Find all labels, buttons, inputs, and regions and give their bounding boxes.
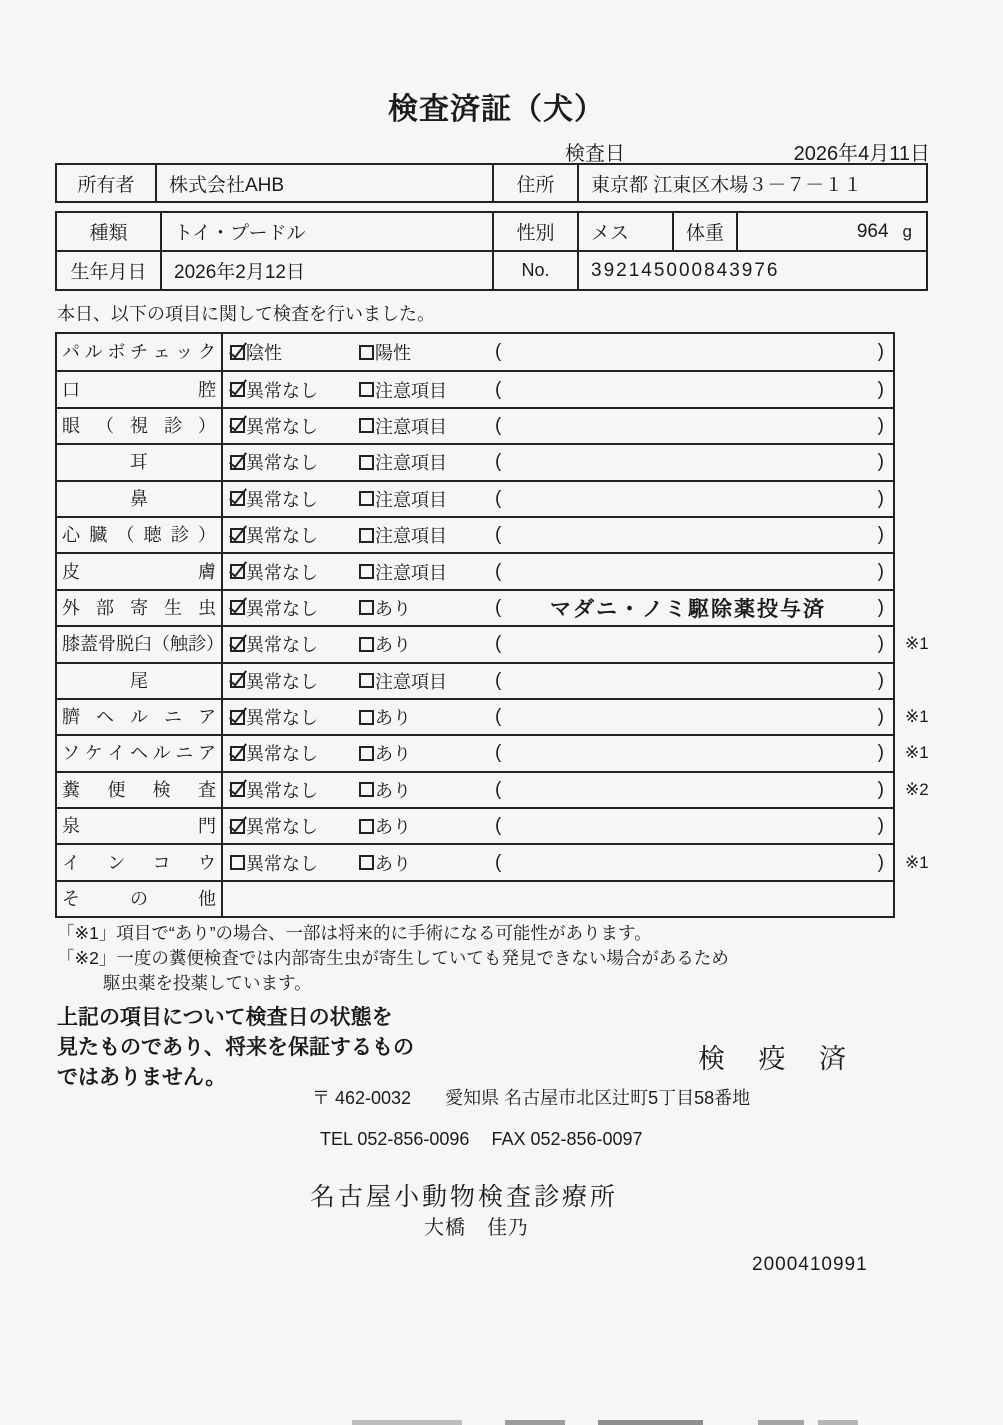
checkbox-empty-icon <box>359 600 374 615</box>
result-option <box>359 559 447 585</box>
checkbox-checked-icon <box>230 710 245 725</box>
option-label: あり <box>375 817 411 838</box>
remark-paren-close: ) <box>877 596 884 618</box>
checkbox-checked-icon <box>230 600 245 615</box>
item-label: 膝 蓋 骨 脱 臼 （ 触 診 ） <box>57 627 223 661</box>
checklist-row <box>57 662 893 698</box>
option-label: 異常なし <box>246 416 318 437</box>
inspection-date-label: 検査日 <box>565 143 625 165</box>
item-result <box>223 518 893 552</box>
remark-paren-open: ( <box>495 341 502 363</box>
checkbox-checked-icon <box>230 782 245 797</box>
footnote-mark: ※1 <box>905 852 929 872</box>
checkbox-empty-icon <box>359 673 374 688</box>
checkbox-empty-icon <box>359 455 374 470</box>
item-label: 糞 便 検 査 <box>57 773 223 807</box>
birth-label: 生年月日 <box>70 262 147 283</box>
checklist-row <box>57 625 929 661</box>
result-option <box>230 704 318 730</box>
serial-number: 2000410991 <box>752 1254 868 1275</box>
option-label: 注意項目 <box>375 489 447 510</box>
option-label: あり <box>375 635 411 656</box>
checklist-row <box>57 771 929 807</box>
option-label: あり <box>375 598 411 619</box>
disclaimer-line-1: 上記の項目について検査日の状態を <box>57 1006 393 1029</box>
owner-label: 所有者 <box>77 174 135 196</box>
remark-paren-close: ) <box>877 851 884 873</box>
checkbox-checked-icon <box>230 564 245 579</box>
item-label: 鼻 <box>57 482 223 516</box>
item-result <box>223 882 893 916</box>
item-label: 尾 <box>57 664 223 698</box>
result-option <box>359 413 447 439</box>
checklist-row <box>57 589 893 625</box>
checkbox-empty-icon <box>359 528 374 543</box>
result-option <box>230 559 318 585</box>
weight-label: 体重 <box>672 213 736 250</box>
option-label: あり <box>375 744 411 765</box>
result-option <box>359 339 411 365</box>
owner-value: 株式会社AHB <box>155 165 492 201</box>
result-option <box>230 850 318 876</box>
footnote-mark: ※2 <box>905 779 929 799</box>
footnote-1: 「※1」項目で“あり”の場合、一部は将来的に手術になる可能性があります。 <box>57 923 652 943</box>
option-label: 異常なし <box>246 489 318 510</box>
remark-paren-open: ( <box>495 487 502 509</box>
result-option <box>230 522 318 548</box>
option-label: 異常なし <box>246 671 318 692</box>
item-result <box>223 409 893 443</box>
checklist-row <box>57 552 893 588</box>
checkbox-empty-icon <box>359 819 374 834</box>
remark-paren-close: ) <box>877 742 884 764</box>
remark-paren-open: ( <box>495 524 502 546</box>
result-option <box>230 449 318 475</box>
option-label: 異常なし <box>246 526 318 547</box>
checklist-row <box>57 880 893 916</box>
remark-paren-open: ( <box>495 596 502 618</box>
result-option <box>359 740 411 766</box>
remark-text: マダニ・ノミ駆除薬投与済 <box>550 597 826 621</box>
option-label: あり <box>375 780 411 801</box>
disclaimer-line-3: ではありません。 <box>57 1066 227 1089</box>
footnote-2-line1: 「※2」一度の糞便検査では内部寄生虫が寄生していても発見できない場合があるため <box>57 948 729 968</box>
kind-value: トイ・プードル <box>160 213 492 250</box>
checklist-row <box>57 698 929 734</box>
option-label: 異常なし <box>246 817 318 838</box>
item-label: イ ン コ ウ <box>57 845 223 879</box>
result-option <box>359 486 447 512</box>
item-label: 臍 ヘ ル ニ ア <box>57 700 223 734</box>
clinic-tel-fax <box>320 1129 643 1150</box>
result-option <box>359 813 411 839</box>
footnote-2-line2: 駆虫薬を投薬しています。 <box>103 973 312 993</box>
footnotes <box>57 921 729 996</box>
result-option <box>230 777 318 803</box>
item-label: ソ ケ イ ヘ ル ニ ア <box>57 736 223 770</box>
item-result <box>223 845 893 879</box>
scan-edge-artifact <box>758 1420 804 1425</box>
remark-paren-open: ( <box>495 414 502 436</box>
result-option <box>359 850 411 876</box>
remark-paren-close: ) <box>877 669 884 691</box>
result-option <box>230 377 318 403</box>
checklist-row <box>57 480 893 516</box>
item-result <box>223 664 893 698</box>
disclaimer-statement <box>57 1003 414 1093</box>
footnote-mark: ※1 <box>905 634 929 654</box>
option-label: 異常なし <box>246 635 318 656</box>
result-option <box>230 668 318 694</box>
option-label: あり <box>375 853 411 874</box>
remark-paren-close: ) <box>877 778 884 800</box>
checkbox-empty-icon <box>359 345 374 360</box>
remark-paren-close: ) <box>877 524 884 546</box>
remark-paren-open: ( <box>495 851 502 873</box>
scan-edge-artifact <box>818 1420 858 1425</box>
disclaimer-line-2: 見たものであり、将来を保証するもの <box>57 1036 414 1059</box>
checkbox-empty-icon <box>359 637 374 652</box>
checklist-row <box>57 407 893 443</box>
remark-paren-close: ) <box>877 378 884 400</box>
checklist-row <box>57 516 893 552</box>
result-option <box>359 449 447 475</box>
checkbox-checked-icon <box>230 455 245 470</box>
result-option <box>359 522 447 548</box>
checkbox-checked-icon <box>230 746 245 761</box>
result-option <box>230 486 318 512</box>
footnote-mark: ※1 <box>905 707 929 727</box>
result-option <box>359 704 411 730</box>
result-option <box>359 631 411 657</box>
item-label: 口 腔 <box>57 372 223 406</box>
scan-edge-artifact <box>598 1420 703 1425</box>
remark-paren-close: ) <box>877 560 884 582</box>
checklist-row <box>57 843 929 879</box>
item-label: 眼 （ 視 診 ） <box>57 409 223 443</box>
item-result <box>223 700 893 734</box>
weight-unit: g <box>902 221 912 241</box>
checklist-row <box>57 443 893 479</box>
checkbox-empty-icon <box>359 418 374 433</box>
item-result <box>223 445 893 479</box>
sex-label: 性別 <box>492 213 577 250</box>
result-option <box>230 339 282 365</box>
no-value: 392145000843976 <box>577 252 926 289</box>
item-label: そ の 他 <box>57 882 223 916</box>
footnote-mark: ※1 <box>905 743 929 763</box>
remark-paren-open: ( <box>495 778 502 800</box>
clinic-address: 愛知県 名古屋市北区辻町5丁目58番地 <box>445 1088 751 1108</box>
checkbox-checked-icon <box>230 345 245 360</box>
item-result <box>223 773 893 807</box>
checkbox-checked-icon <box>230 528 245 543</box>
checkbox-checked-icon <box>230 673 245 688</box>
address-label: 住所 <box>492 165 577 201</box>
result-option <box>230 413 318 439</box>
remark-paren-open: ( <box>495 669 502 691</box>
option-label: 注意項目 <box>375 453 447 474</box>
remark-paren-open: ( <box>495 815 502 837</box>
result-option <box>359 595 411 621</box>
veterinarian-name: 大橋 佳乃 <box>424 1217 529 1239</box>
checklist-row <box>57 370 893 406</box>
remark-paren-close: ) <box>877 487 884 509</box>
result-option <box>359 377 447 403</box>
inspection-date-value: 2026年4月11日 <box>793 143 930 165</box>
clinic-postal-address <box>312 1084 750 1110</box>
option-label: 注意項目 <box>375 671 447 692</box>
result-option <box>230 631 318 657</box>
option-label: 陰性 <box>246 343 282 364</box>
option-label: 異常なし <box>246 562 318 583</box>
checkbox-empty-icon <box>359 564 374 579</box>
page-title: 検査済証（犬） <box>388 93 605 126</box>
remark-paren-open: ( <box>495 742 502 764</box>
remark-paren-close: ) <box>877 633 884 655</box>
item-result <box>223 591 893 625</box>
checkbox-checked-icon <box>230 637 245 652</box>
item-result <box>223 372 893 406</box>
result-option <box>230 595 318 621</box>
item-result <box>223 809 893 843</box>
checkbox-empty-icon <box>359 855 374 870</box>
result-option <box>230 740 318 766</box>
option-label: 異常なし <box>246 453 318 474</box>
option-label: 異常なし <box>246 780 318 801</box>
checkbox-checked-icon <box>230 382 245 397</box>
remark-paren-close: ) <box>877 815 884 837</box>
item-result <box>223 554 893 588</box>
option-label: 陽性 <box>375 343 411 364</box>
kind-label: 種類 <box>89 223 128 244</box>
item-result <box>223 334 893 370</box>
checklist-row <box>57 807 893 843</box>
checkbox-checked-icon <box>230 418 245 433</box>
birth-value: 2026年2月12日 <box>160 252 492 289</box>
weight-value <box>736 213 926 250</box>
item-label: 皮 膚 <box>57 554 223 588</box>
checkbox-empty-icon <box>230 855 245 870</box>
option-label: 異常なし <box>246 598 318 619</box>
option-label: 異常なし <box>246 744 318 765</box>
option-label: 注意項目 <box>375 562 447 583</box>
postal-code: 〒 462-0032 <box>312 1088 412 1108</box>
item-label: パ ル ボ チ ェ ッ ク <box>57 334 223 370</box>
option-label: 異常なし <box>246 853 318 874</box>
checklist <box>55 332 929 918</box>
remark-paren-open: ( <box>495 378 502 400</box>
inspection-date-row <box>565 137 930 166</box>
checkbox-empty-icon <box>359 710 374 725</box>
remark-paren-close: ) <box>877 341 884 363</box>
quarantine-stamp: 検 疫 済 <box>698 1044 860 1074</box>
no-label: No. <box>492 252 577 289</box>
clinic-tel: TEL 052-856-0096 <box>320 1129 470 1149</box>
checkbox-checked-icon <box>230 491 245 506</box>
sex-value: メス <box>577 213 672 250</box>
checklist-row <box>57 734 929 770</box>
result-option <box>359 668 447 694</box>
remark-paren-close: ) <box>877 451 884 473</box>
result-option <box>230 813 318 839</box>
owner-table <box>55 163 928 203</box>
option-label: 注意項目 <box>375 380 447 401</box>
clinic-fax: FAX 052-856-0097 <box>491 1129 643 1149</box>
option-label: 異常なし <box>246 708 318 729</box>
remark-paren-close: ) <box>877 706 884 728</box>
intro-sentence: 本日、以下の項目に関して検査を行いました。 <box>57 304 435 324</box>
scan-edge-artifact <box>505 1420 565 1425</box>
checkbox-empty-icon <box>359 746 374 761</box>
weight-number: 964 <box>856 220 889 242</box>
item-label: 耳 <box>57 445 223 479</box>
checkbox-empty-icon <box>359 782 374 797</box>
remark-paren-close: ) <box>877 414 884 436</box>
item-result <box>223 627 893 661</box>
scan-edge-artifact <box>352 1420 462 1425</box>
pet-table <box>55 211 928 291</box>
item-result <box>223 482 893 516</box>
item-label: 外 部 寄 生 虫 <box>57 591 223 625</box>
checklist-row <box>57 334 893 370</box>
option-label: 異常なし <box>246 380 318 401</box>
option-label: 注意項目 <box>375 416 447 437</box>
remark-paren-open: ( <box>495 633 502 655</box>
checkbox-empty-icon <box>359 491 374 506</box>
remark-paren-open: ( <box>495 706 502 728</box>
item-label: 心 臓 （ 聴 診 ） <box>57 518 223 552</box>
clinic-name: 名古屋小動物検査診療所 <box>310 1183 619 1211</box>
item-label: 泉 門 <box>57 809 223 843</box>
result-option <box>359 777 411 803</box>
remark-paren-open: ( <box>495 560 502 582</box>
item-result <box>223 736 893 770</box>
option-label: あり <box>375 708 411 729</box>
option-label: 注意項目 <box>375 526 447 547</box>
checkbox-checked-icon <box>230 819 245 834</box>
address-value: 東京都 江東区木場３－７－１１ <box>577 165 926 201</box>
remark-paren-open: ( <box>495 451 502 473</box>
checkbox-empty-icon <box>359 382 374 397</box>
